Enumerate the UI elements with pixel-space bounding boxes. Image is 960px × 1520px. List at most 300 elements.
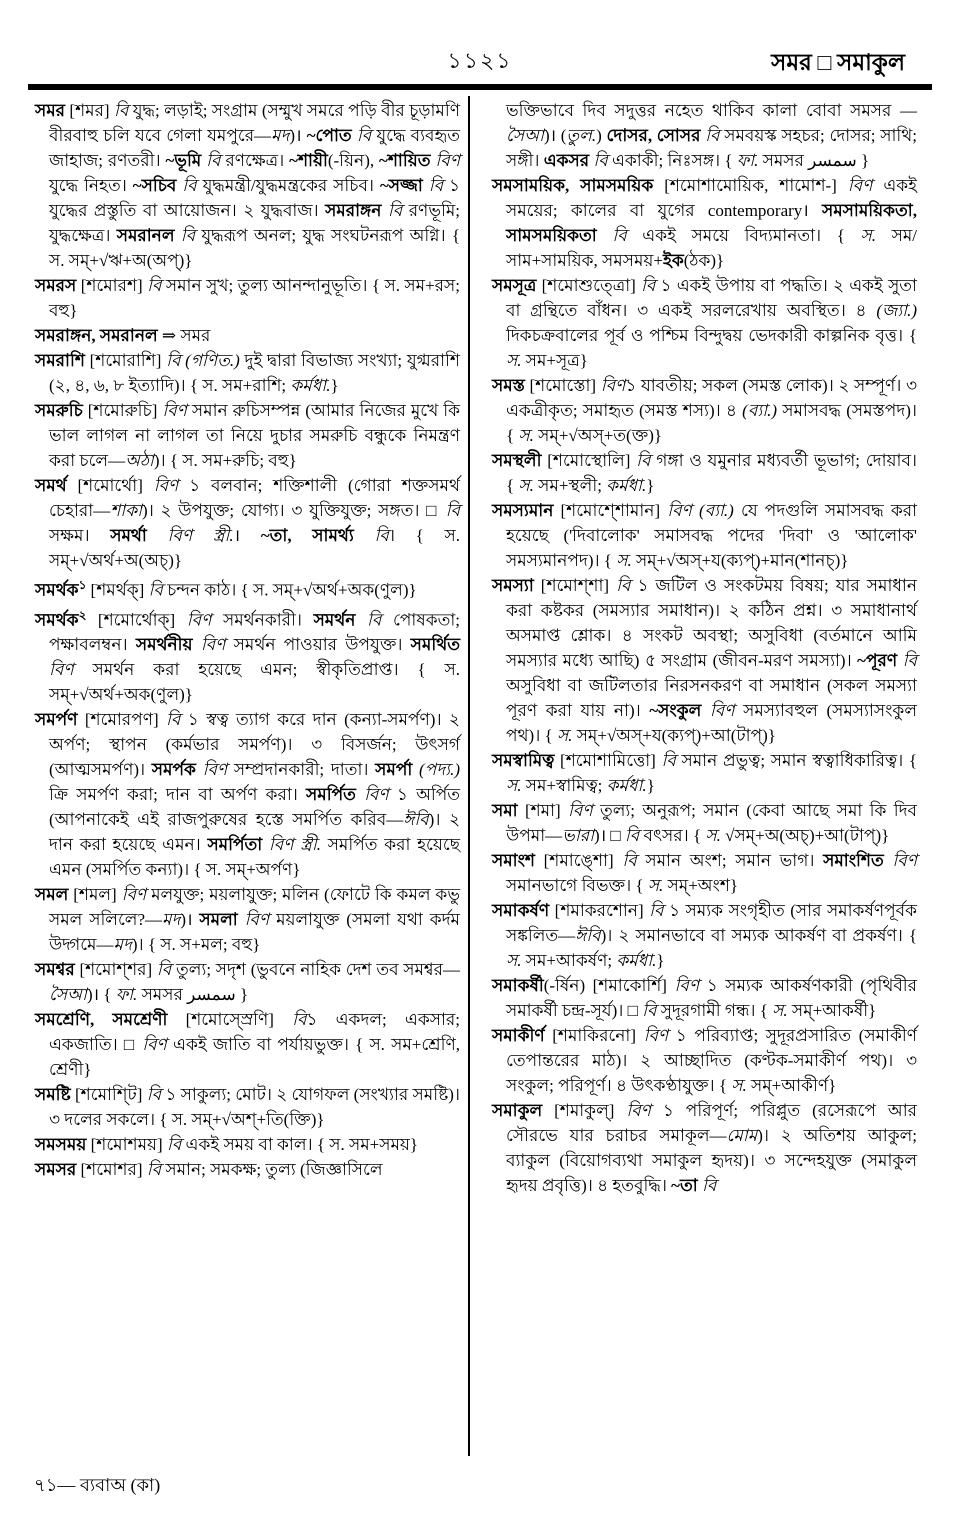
entry-text: বি [624, 826, 644, 845]
entry-text: যুদ্ধে নিহত। [49, 176, 133, 195]
entry-text: একই সময় বা কাল। { স. সম+সময়} [185, 1135, 419, 1155]
entry-text: [শমোরপণ] [84, 710, 167, 730]
entry-text: রণভূমি; যুদ্ধক্ষেত্র। [49, 201, 461, 245]
entry-text: সক্ষম। [49, 526, 111, 545]
entry-text: বিণ [600, 376, 626, 395]
dictionary-entry [35, 1157, 460, 1182]
entry-text: সৈআ [49, 985, 87, 1005]
headword-text: সমাকর্ষী [492, 976, 544, 995]
entry-text: )। [289, 126, 307, 145]
entry-text: বিণ [626, 1101, 663, 1120]
headword-text: ইক [663, 251, 684, 270]
entry-text: سمسر [187, 985, 236, 1005]
entry-text: বিণ স্ত্রী. [167, 526, 234, 545]
entry-text: বিণ [892, 851, 917, 870]
entry-text: বি [593, 151, 612, 170]
headword-text: ~তা, সামর্থ্য [260, 526, 375, 545]
dictionary-entry [492, 498, 917, 573]
entry-text: (পদ্য.) [419, 760, 460, 780]
dictionary-entry [35, 473, 460, 573]
page-footer [34, 1471, 160, 1502]
entry-text: সম+সূত্র} [525, 351, 588, 370]
entry-text: ১ স্বত্ব ত্যাগ করে দান (কন্যা-সমর্পণ)। ২ অর্পণ; স্থাপন (কর্মভার সমর্পণ)। ৩ বিসর্জন; উৎসর্গ (আত্মসমর্পণ)। [49, 710, 460, 780]
entry-text: বি [356, 126, 377, 145]
headword-text: ~শায়িত [379, 151, 436, 170]
entry-text: ১ সাকুল্য; মোট। ২ যোগফল (সংখ্যার সমষ্টি)। ৩ দলের সকলে। { স. সম্+√অশ্+তি(ক্তি)} [49, 1085, 460, 1130]
entry-text: পোষকতা; পক্ষাবলম্বন। [49, 610, 460, 655]
headword-text: সমরস [35, 276, 81, 295]
entry-text: বি [166, 710, 188, 730]
headword-text: সমসর [35, 1160, 81, 1180]
headword-text: সমাকর্ষণ [492, 901, 555, 920]
entry-text: ঈবি [403, 810, 429, 830]
headword-text: সমর্পিত [306, 785, 365, 805]
entry-text: ভক্তিভাবে দিব সদুত্তর নহেত থাকিব কালা বোবা সমসর — [506, 101, 917, 120]
entry-text: (ঠক)} [683, 251, 725, 270]
entry-text: বি [636, 451, 657, 470]
entry-text: একই সময়ে বিদ্যমানতা। { [642, 226, 861, 245]
entry-text: বি [616, 576, 638, 595]
headword-text: সমরাঙ্গন [325, 201, 388, 220]
entry-text: [শমর] [69, 101, 114, 120]
entry-text: স. [506, 351, 526, 370]
entry-continuation [492, 98, 917, 173]
entry-text: সমান প্রভুত্ব; সমান স্বত্বাধিকারিত্ব। { [681, 751, 918, 770]
entry-text: [শমোরুচি] [87, 401, 163, 420]
headword-text: সমষ্টি [35, 1085, 76, 1105]
entry-text: স. [506, 951, 526, 970]
entry-text: সম্+√অস্+ত(ক্ত)} [538, 426, 663, 445]
entry-text: সমান সুখ; তুল্য আনন্দানুভূতি। { স. সম+রস; বহু} [49, 276, 460, 320]
entry-text: সমর্থনকারী। [223, 610, 314, 630]
headword-text: দোসর, সোসর [606, 126, 706, 145]
entry-text: স. [647, 876, 668, 895]
entry-text: একই সময়ের; কালের বা যুগের contemporary। [506, 176, 917, 220]
entry-text: বি [902, 651, 917, 670]
headword-text: ~পোত [306, 126, 357, 145]
entry-text: সমাসবদ্ধ (সমস্তপদ)। { [506, 401, 917, 445]
entry-text: যুদ্ধমন্ত্রী/যুদ্ধমন্ত্রকের সচিব। [202, 176, 380, 195]
entry-text: সম্+√অস্+য(ক্যপ্)+আ(টাপ্)} [576, 726, 776, 745]
entry-text: ফা. [736, 151, 763, 170]
headword-text: সমর্পিতা [207, 835, 269, 855]
headword-text: সমসময় [35, 1135, 91, 1155]
entry-text: সমবয়স্ক সহচর; দোসর; সাথি; সঙ্গী। [506, 126, 917, 170]
entry-text: বি [206, 151, 226, 170]
headword-text: সমর্পা [375, 760, 420, 780]
entry-text: [শমোরশ] [80, 276, 148, 295]
entry-text: যুদ্ধে ব্যবহৃত জাহাজ; রণতরী। [49, 126, 460, 170]
entry-text: সম+স্থলী; [538, 476, 607, 495]
entry-text: } [656, 951, 665, 970]
entry-text: সমানভাগে বিভক্ত। { [506, 876, 648, 895]
guide-words: সমর □ সমাকুল [771, 50, 905, 75]
entry-text: [শমল] [73, 885, 122, 905]
entry-text: বিণ (ব্যা.) [667, 501, 741, 520]
dictionary-entry [492, 848, 917, 898]
headword-text: সমর্থ [35, 476, 78, 495]
entry-text: বিণ [643, 1026, 676, 1045]
entry-text: বি [114, 101, 133, 120]
entry-text: √সম্+অ(অচ্)+আ(টাপ্)} [725, 826, 890, 845]
entry-text: গঙ্গা ও যমুনার মধ্যবর্তী ভূভাগ; দোয়াব। { [506, 451, 918, 495]
entry-text: বিণ [186, 610, 223, 630]
entry-text: সম্প্রদানকারী; দাতা। [233, 760, 376, 780]
dictionary-entry [492, 573, 917, 748]
headword-text: ~সংকুল [649, 701, 710, 720]
entry-text: ঈবি [575, 926, 601, 945]
entry-text: [শমোশামিত্তো] [560, 751, 662, 770]
entry-text: )। [180, 910, 200, 930]
entry-text: স. [705, 826, 726, 845]
entry-text: চন্দন কাঠ। { স. সম্+√অর্থ+অক(ণুল)} [167, 580, 417, 600]
headword-text: ~শায়ী [289, 151, 328, 170]
entry-text: বি [705, 126, 725, 145]
entry-text: স. [860, 226, 892, 245]
headword-text: সমর্পক [151, 760, 203, 780]
entry-text: ১ [78, 578, 87, 592]
entry-text: বিণ [202, 760, 234, 780]
entry-text: [শমোশ্টি] [75, 1085, 147, 1105]
entry-text: বিণ [847, 176, 884, 195]
dictionary-entry [35, 573, 460, 603]
entry-text: বি [166, 1135, 186, 1155]
page-number: ১১২১ [447, 48, 513, 73]
signature-mark: ৭১— ব্যবাঅ (কা) [34, 1475, 161, 1495]
entry-text: বিণ [153, 476, 190, 495]
headword-text: সমাকুল [492, 1101, 555, 1120]
entry-text: ১ সম্যক আকর্ষণকারী (পৃথিবীর সমাকর্ষী চন্দ্র-সূর্য)। □ [506, 976, 918, 1020]
entry-text: বিণ [674, 976, 707, 995]
entry-text: । [233, 526, 261, 545]
dictionary-entry [35, 323, 460, 348]
entry-text: শাকা [110, 501, 143, 520]
dictionary-entry [492, 1098, 917, 1198]
entry-text: সৈআ [506, 126, 544, 145]
entry-text: )। { স. সম+রুচি; বহু} [153, 451, 297, 470]
headword-text: সমসাময়িকতা, সামসময়িকতা [506, 201, 917, 245]
headword-text: সমল [35, 885, 74, 905]
dictionary-entry [35, 398, 460, 473]
entry-text: )। ২ দান করা হয়েছে এমন। [49, 810, 460, 855]
entry-text: [শমোস্থোলি] [547, 451, 637, 470]
headword-text: সমাংশ [492, 851, 544, 870]
headword-text: সমরুচি [35, 401, 88, 420]
entry-text: সমান; সমকক্ষ; তুল্য (জিজ্ঞাসিলে [165, 1160, 383, 1180]
dictionary-entry [35, 1132, 460, 1157]
headword-text: সমর্থক [35, 580, 79, 600]
entry-text: বিণ [244, 910, 277, 930]
entry-text: বিণ [709, 701, 744, 720]
dictionary-entry [492, 973, 917, 1023]
entry-text: )। ২ অতিশয় আকুল; ব্যাকুল (বিয়োগব্যথা সমাকুল হৃদয়)। ৩ সন্দেহযুক্ত (সমাকুল হৃদয় প্রবৃত্তি)। ৪ হতবুদ্ধি। [506, 1126, 917, 1195]
entry-text: সমসর [762, 151, 809, 170]
headword-text: সমসূত্র [492, 276, 542, 295]
entry-text: ভারা [562, 826, 595, 845]
entry-text: বিণ [142, 1035, 174, 1055]
entry-text: [শমোশ্শর] [79, 960, 157, 980]
entry-text: মদ [162, 910, 181, 930]
entry-text: কর্মধা. [616, 951, 657, 970]
entry-text: মোম [726, 1126, 758, 1145]
headword-text: ~তা [671, 1176, 702, 1195]
entry-text: স. [556, 726, 577, 745]
entry-text: একাকী; নিঃসঙ্গ। { [611, 151, 737, 170]
entry-text: (-র্ষিন) [শমাকোর্শি] [543, 976, 675, 995]
entry-text: মলযুক্ত; ময়লাযুক্ত; মলিন (ফোটে কি কমল কভু সমল সলিলে?— [49, 885, 460, 930]
entry-text: ফা. [115, 985, 142, 1005]
entry-text: যুদ্ধ; লড়াই; সংগ্রাম (সম্মুখ সমরে পড়ি বীর চূড়ামণি বীরবাহু চলি যবে গেলা যমপুরে— [49, 101, 461, 145]
headword-text: সমরাঙ্গন, সমরানল [35, 326, 162, 345]
entry-text: অসুবিধা বা জটিলতার নিরসনকরণ বা সমাধান (সকল সমস্যা পূরণ করা যায় না)। [506, 676, 917, 720]
entry-text: বিণ [200, 635, 234, 655]
entry-text: বি [701, 1176, 717, 1195]
entry-text: [শমোস্স্রেণি] [185, 1010, 293, 1030]
entry-text: ক্রি সমর্পণ করা; দান বা অর্পণ করা। [49, 785, 307, 805]
dictionary-entry [492, 1023, 917, 1098]
headword-text: সমর [35, 101, 70, 120]
entry-text: বি [146, 1160, 166, 1180]
entry-text: } [646, 776, 655, 795]
entry-text: মদ [271, 126, 290, 145]
entry-text: সমান রুচিসম্পন্ন (আমার নিজের মুখে কি ভাল লাগল না লাগল তা নিয়ে দুচার সমরুচি বন্ধুকে নিমন্ত্রণ করা চলে— [49, 401, 460, 470]
entry-text: তুল্য; অনুরূপ; সমান (কেবা আছে সমা কি দিব উপমা— [506, 801, 917, 845]
headword-text: সমর্থন [313, 610, 368, 630]
entry-text: বি [622, 851, 646, 870]
entry-text: দুই দ্বারা বিভাজ্য সংখ্যা; যুগ্মরাশি (২, ৪, ৬, ৮ ইত্যাদি)। { স. সম+রাশি; [49, 351, 460, 395]
entry-text: [শমোস্তো] [529, 376, 601, 395]
entry-text: সমান অংশ; সমান ভাগ। [645, 851, 824, 870]
dictionary-entry [35, 957, 460, 1007]
entry-text: বি [292, 1010, 307, 1030]
headword-text: সমস্থলী [492, 451, 548, 470]
entry-text: কর্মধা. [290, 376, 331, 395]
entry-text: বি [649, 901, 669, 920]
headword-text: সমর্থনীয় [135, 635, 201, 655]
entry-text: স. [731, 1076, 751, 1095]
dictionary-entry [492, 273, 917, 373]
dictionary-entry [492, 748, 917, 798]
entry-text: বি [374, 526, 389, 545]
entry-text: [শমাকুল্] [554, 1101, 627, 1120]
headword-text: সমসাময়িক, সামসময়িক [492, 176, 665, 195]
entry-text: } [856, 151, 870, 170]
headword-text: সমরানল [116, 226, 181, 245]
dictionary-entry [35, 707, 460, 882]
headword-text: সমশ্রেণি, সমশ্রেণী [35, 1010, 186, 1030]
entry-text: } [646, 476, 655, 495]
entry-text: তুল্য; সদৃশ (ভুবনে নাহিক দেশ তব সমশ্বর— [175, 960, 460, 980]
dictionary-entry [492, 798, 917, 848]
entry-text: সমসর [141, 985, 188, 1005]
entry-text: বিণ [364, 785, 397, 805]
headword-text: সমরাশি [35, 351, 90, 370]
entry-text: বি [641, 276, 661, 295]
entry-text: ⇒ সমর [161, 326, 211, 345]
dictionary-entry [35, 1082, 460, 1132]
headword-text: সমস্বামিত্ব [492, 751, 561, 770]
entry-text: তুল. [566, 126, 597, 145]
entry-text: [শমাকরশোন] [554, 901, 650, 920]
entry-text: বি [182, 176, 203, 195]
entry-text: ) [596, 126, 607, 145]
entry-text: } [330, 376, 339, 395]
entry-text: বি [661, 751, 682, 770]
entry-text: সম+আকর্ষণ; [525, 951, 617, 970]
entry-text: [শমোশময়] [90, 1135, 167, 1155]
entry-text: [শমোরাশি] [89, 351, 167, 370]
entry-text: বি [428, 176, 450, 195]
entry-text: বি [642, 1001, 661, 1020]
dictionary-entry [492, 173, 917, 273]
entry-text: )। ২ সমানভাবে বা সম্যক আকর্ষণ বা প্রকর্ষণ। { [600, 926, 917, 945]
entry-text: ১ সম্যক সংগৃহীত (সার সমাকর্ষণপূর্বক সঙ্কলিত— [506, 901, 917, 945]
headword-text: সমর্থক [35, 610, 79, 630]
left-column [35, 98, 460, 1198]
entry-text: স. [616, 551, 636, 570]
entry-text: বিণ [49, 660, 93, 680]
entry-text: বি [156, 960, 176, 980]
headword-text: ~সচিব [132, 176, 183, 195]
entry-text: সমস্যাবহুল (সমস্যাসংকুল পথ)। { [506, 701, 917, 745]
page-header [0, 44, 960, 84]
entry-text: । { স. সম্+√অর্থ+অ(অচ্)} [49, 526, 460, 570]
entry-text: বি [147, 276, 166, 295]
entry-text: বি [387, 201, 409, 220]
entry-text: (ব্যা.) [742, 401, 783, 420]
entry-text: [শমর্থক্] [86, 580, 149, 600]
entry-text: ১ পরিব্যাপ্ত; সুদূরপ্রসারিত (সমাকীর্ণ তেপান্তরের মাঠ)। ২ আচ্ছাদিত (কণ্টক-সমাকীর্ণ পথ)। ৩ সংকুল; পরিপূর্ণ। ৪ উৎকণ্ঠাযুক্ত। { [506, 1026, 917, 1095]
entry-text: সম্+আকর্ষী} [791, 1001, 877, 1020]
entry-text: যে পদগুলি সমাসবদ্ধ করা হয়েছে ('দিবালোক' সমাসবদ্ধ পদের 'দিবা' ও 'আলোক' সমস্যমানপদ)। { [506, 501, 918, 570]
entry-text: বি [180, 226, 202, 245]
dictionary-entry [35, 348, 460, 398]
entry-text: (জ্যা.) [876, 301, 917, 320]
entry-text: [শমোশামোয়িক, শামোশ-] [664, 176, 848, 195]
header-rule [28, 84, 932, 90]
entry-text: [শমাঙ্শো] [543, 851, 623, 870]
entry-text: সুদূরগামী গন্ধ। { [660, 1001, 773, 1020]
entry-text: বৎসর। { [643, 826, 706, 845]
headword-text: সমস্যমান [492, 501, 561, 520]
entry-text: [শমোর্থোক্] [86, 610, 187, 630]
entry-text: ১ যাবতীয়; সকল (সমস্ত লোক)। ২ সম্পূর্ণ। ৩ একত্রীকৃত; সমাহৃত (সমস্ত শস্য)। ৪ [506, 376, 917, 420]
entry-text: বি [146, 1085, 166, 1105]
entry-text: স. [518, 476, 539, 495]
entry-text: [শমোশর] [80, 1160, 147, 1180]
headword-text: সমস্যা [492, 576, 541, 595]
entry-text: যুদ্ধরূপ অনল; যুদ্ধ সংঘটনরূপ অগ্নি। { স. সম্+√ঋ+অ(অপ্)} [49, 226, 461, 270]
entry-text: মদ [113, 935, 132, 955]
entry-text: (-য়িন), [327, 151, 380, 170]
headword-text: সমর্থা [110, 526, 168, 545]
entry-text: বি [148, 580, 168, 600]
entry-text: সমর্থন করা হয়েছে এমন; স্বীকৃতিপ্রাপ্ত। { স. সম্+√অর্থ+অক(ণুল)} [49, 660, 460, 705]
entry-text: ১ জটিল ও সংকটময় বিষয়; যার সমাধান করা কষ্টকর (সমস্যার সমাধান)। ২ কঠিন প্রশ্ন। ৩ সমাধানার্থ অসমাপ্ত শ্লোক। ৪ সংকট অবস্থা; অসুবিধা (বর্তমানে আমি সমস্যার মধ্যে আছি) ৫ সংগ্রাম (জীবন-মরণ সমস্যা)। [506, 576, 917, 670]
entry-text: )। ২ উপযুক্ত; যোগ্য। ৩ যুক্তিযুক্ত; সঙ্গত। □ [142, 501, 446, 520]
entry-text: একই জাতি বা পর্যায়ভুক্ত। { স. সম+শ্রেণি, শ্রেণী} [49, 1035, 461, 1080]
right-column [492, 98, 917, 1198]
entry-text: [শমাকিরনো] [552, 1026, 644, 1045]
dictionary-entry [35, 98, 460, 273]
entry-text: } [235, 985, 249, 1005]
entry-text: অঠা [125, 451, 154, 470]
entry-text: ময়লাযুক্ত (সমলা যথা কর্দম উদ্গমে— [49, 910, 460, 955]
headword-text: সমর্থিত [410, 635, 460, 655]
entry-text: )। □ [594, 826, 625, 845]
entry-text: )। ( [543, 126, 567, 145]
entry-text: বিণ [568, 801, 600, 820]
entry-text: ১ যুদ্ধের প্রস্তুতি বা আয়োজন। ২ যুদ্ধবাজ। [49, 176, 461, 220]
entry-text: কর্মধা. [606, 476, 647, 495]
entry-text: বিণ [435, 151, 460, 170]
entry-text: স. [518, 426, 539, 445]
entry-text: বি (গণিত.) [166, 351, 245, 370]
entry-text: )। { [86, 985, 116, 1005]
dictionary-entry [35, 1007, 460, 1082]
entry-text: বিণ [121, 885, 152, 905]
headword-text: সমশ্বর [35, 960, 80, 980]
entry-text: ১ অর্পিত (আপনাকেই এই রাজপুরুষের হস্তে সমর্পিত করিব— [49, 785, 460, 830]
entry-text: সমর্পিত করা হয়েছে এমন (সমর্পিত কন্যা)। { স. সম্+অর্পণ} [49, 835, 460, 880]
dictionary-entry [492, 373, 917, 448]
headword-text: সমলা [199, 910, 245, 930]
entry-text: দিকচক্রবালের পূর্ব ও পশ্চিম বিন্দুদ্বয় ভেদকারী কাল্পনিক বৃত্ত। { [506, 326, 917, 345]
entry-text: স. [772, 1001, 792, 1020]
entry-text: বি [367, 610, 393, 630]
dictionary-entry [35, 603, 460, 708]
entry-text: সমর্থন পাওয়ার উপযুক্ত। [233, 635, 411, 655]
entry-text: সম্+√অস্+য(ক্যপ্)+মান(শানচ্)} [635, 551, 849, 570]
headword-text: সমা [492, 801, 525, 820]
entry-text: [শমোশ্শোমান] [560, 501, 668, 520]
dictionary-entry [492, 898, 917, 973]
entry-text: [শমা] [524, 801, 569, 820]
entry-text: স. [506, 776, 526, 795]
headword-text: সমাংশিত [823, 851, 893, 870]
dictionary-entry [35, 273, 460, 323]
entry-text: সম/সাম+সাময়িক, সমসময়+ [506, 226, 918, 270]
entry-text: সম্+অংশ} [667, 876, 739, 895]
entry-text: সম+স্বামিত্ব; [525, 776, 607, 795]
entry-text: ২ [78, 607, 87, 622]
entry-text: বিণ স্ত্রী. [268, 835, 328, 855]
entry-text: [শমোর্থো] [77, 476, 154, 495]
entry-text: বি [445, 501, 460, 520]
dictionary-entry [35, 882, 460, 957]
entry-text: [শমোশ্শা] [540, 576, 617, 595]
entry-text: বি [612, 226, 643, 245]
headword-text: সমাকীর্ণ [492, 1026, 553, 1045]
entry-text: ১ পরিপূর্ণ; পরিপ্লুত (রসেরূপে আর সৌরভে যার চরাচর সমাকূল— [506, 1101, 917, 1145]
entry-text: কর্মধা. [606, 776, 647, 795]
headword-text: ~ভূমি [165, 151, 207, 170]
headword-text: সমর্পণ [35, 710, 85, 730]
entry-text: রণক্ষেত্র। [225, 151, 290, 170]
dictionary-body [35, 98, 917, 1198]
dictionary-entry [492, 448, 917, 498]
entry-text: সম্+আকীর্ণ} [750, 1076, 837, 1095]
entry-text: ১ একই উপায় বা পদ্ধতি। ২ একই সুতা বা গ্রন্থিতে বাঁধন। ৩ একই সরলরেখায় অবস্থিত। ৪ [506, 276, 917, 320]
headword-text: সমস্ত [492, 376, 530, 395]
headword-text: একসর [543, 151, 594, 170]
entry-text: ১ একদল; একসার; একজাতি। □ [49, 1010, 460, 1055]
entry-text: [শমোশুত্ত্রো] [541, 276, 641, 295]
entry-text: )। { স. স+মল; বহু} [131, 935, 261, 955]
entry-text: বিণ [162, 401, 192, 420]
entry-text: سمسر [808, 151, 857, 170]
headword-text: ~সজ্জা [379, 176, 429, 195]
